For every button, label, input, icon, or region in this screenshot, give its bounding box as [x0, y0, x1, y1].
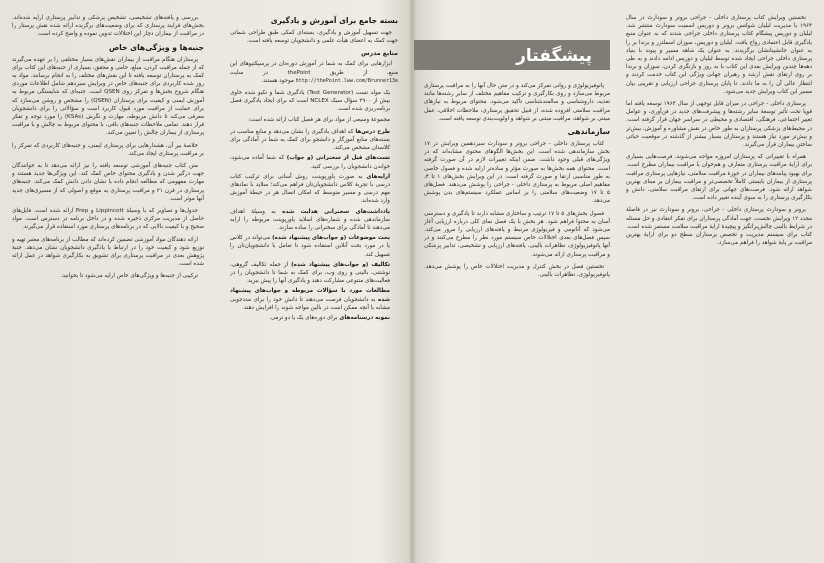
page-title: پیشگفتار: [516, 46, 592, 66]
column-intro: پاتوفیزیولوژی و روانی تمرکز می‌کند و در متن حال آنها را به مراقبت پرستاری مربوط می‌سازد و روی بکارگیری و ترکیب مفاهیم مختلف از سایر رشته‌ها مانند تغذیه، داروشناسی و سالمندشناسی تأکید می‌شود. محتوای مربوط به نیازهای مراقبت سلامتی افزوده شده، از قبیل تحقیق پرستاری، ملاحظات اخلاقی، عمل مبتنی بر شواهد، مراقبت مبتنی بر شواهد و اولویت‌بندی توسعه یافته است.: [424, 83, 610, 122]
paragraph: جدول‌ها و تصاویر که با وسیلهٔ Lippincott و Prep ارائه شده است. فایل‌های حاصل از مدیریت مرکزی ذخیره شده و در داخل برنامه در دسترس است. مواد صحیح و با کیفیت بالایی که در برنامه‌های پرستاری مورد استفاده قرار می‌گیرند.: [12, 208, 204, 231]
paragraph: همراه با تغییراتی که پرستاران امروزه مواجه می‌شوند، فرصت‌هایی بسیاری برای ارایهٔ مراقبت پرستاری متعارف و هم‌خوان با مراقبت بیماران مطرح است. برای بهبود پیامدهای بیماران در حوزهٔ مراقبت سلامتی، نیازهایی پرستاری مراقبت پرستاری از بیماران بایستی کاملاً تخصصی‌تر و مراقبت بیماران بر مبنای بهترین شواهد ارائه شود. فرصت‌های جهانی برای ارتقای مراقبت سلامتی، دانش و بکارگیری پرستاری را به سوی آینده تغییر داده است.: [626, 154, 812, 202]
paragraph: نخستین ویرایش کتاب پرستاری داخلی - جراحی برونر و سودارث در سال ۱۹۶۴ با مدیریت لیلیان شولتس برونر و دوریس اسمیت سودارث منتشر شد. لیلیان و دوریس پیشگام کتاب پرستاری داخلی جراحی شدند که به عنوان منبع یادگیری قابل اعتمادی رواج یافت. لیلیان و دوریس، سوزان اسملتزر و برندا بر را به عنوان جانشینانشان برگزیدند. به عنوان یک شاهد مسیر و پیوند با بنیاد پرستاری داخلی جراحی ایجاد شده توسط لیلیان و دوریس ادامه دادند و به طی دهه‌ها چندین ویرایش بعدی این کتاب با به روز و بازنگری کردن، سوزان و برندا بر روی ارتقای نقش ارشد و رهبران جهانی ویژگی این کتاب خدمت کردند و انتظار عالی آن را به ما دادند. تا پایان پرستاری جراحی ارزیابی و تقریبی بیان مسیر این کتاب ویرایش جدید می‌شود.: [626, 15, 812, 95]
list-item: • ارایه‌های به صورت پاورپوینت، روش آسانی برای ترکیب کتاب درسی با تجربهٔ کلاس دانشجویان‌تان فراهم می‌کند؛ سلاید با نمادهای مهم درسی و مسیر متوسط که امکان اتصال هر در حیطهٔ آموزش وارد شده‌اند.: [230, 173, 390, 206]
section-heading-instructor-resources: منابع مدرس: [361, 50, 398, 58]
section-heading-package: بسته جامع برای آموزش و یادگیری: [270, 16, 398, 25]
right-page: [414, 0, 824, 563]
right-page-column-left: [424, 82, 610, 558]
paragraph: فصول بخش‌های ۵ تا ۱۷ ترتیب و ساختاری مشابه دارند تا یادگیری و دسترسی آسان به محتوا فراهم شود. هر بخش با یک فصل نمای کلی درباره ارزیابی آغاز می‌شود که آناتومی و فیزیولوژی مرتبط و یافته‌های ارزیابی را مرور می‌کند. سپس فصل‌های بعدی اختلالات خاص سیستم مورد نظر را مطرح می‌کنند و در آنها پاتوفیزیولوژی، تظاهرات بالینی، یافته‌های ارزیابی و تشخیصی، تدابیر پزشکی و مراقبت پرستاری ارائه می‌شوند.: [424, 210, 610, 258]
package-intro: جهت تسهیل آموزش و یادگیری، بسته‌ای کمکی طبق طراحی شماتی جهت کمک به اعضای هیأت علمی و دانشجویان توسعه یافته است.: [230, 30, 398, 45]
paragraph: پرستاری داخلی - جراحی در میزان قابل توجهی از سال ۱۹۶۴ توسعه یافته اما قویا تحت تأثیر توسعهٔ سایر رشته‌ها و پیشرفت‌های جدید در فن‌آوری، و عوامل تغییر اجتماعی، فرهنگی، اقتصادی و محیطی در سراسر جهان قرار گرفته است. در محیط‌های پزشکی پرستاران به طور خاص در نقش مشاوره و آموزش، بیش‌تر و بیش‌تر مورد نیاز هستند و پرستاران بسیار بیشتر از گذشته در موقعیت حیاتی ساختن بیماران قرار می‌گیرند.: [626, 101, 812, 149]
list-item: • یک مولد تست (Test Generator) یادگیری شما و تکیو شده حاوی بیش از ۲۹۰۰ سؤال سبک NCLEX است که برای ایجاد یادگیری فصل برنامه‌ریزی شده است.: [230, 89, 390, 114]
resources-list: [230, 89, 398, 124]
list-item: • نمونه درسنامه‌های برای دوره‌های یک یا دو ترمی.: [230, 314, 390, 322]
list-item: • تست‌های قبل از سخنرانی (و جواب) که شما آماده می‌شود، خواندن دانشجویان را بررسی کنید.: [230, 154, 390, 170]
left-page: [0, 0, 410, 563]
section-heading-special-features: جنبه‌ها و ویژگی‌های خاص: [108, 42, 204, 52]
list-item: • مطالعات مورد با سؤالات مربوطه و جواب‌های پیشنهاد شده به دانشجویان فرصت می‌دهند تا دانش خود را برای مددجویی مشابه با آنچه ممکن است در بالین مواجه شوند را افزایش دهند.: [230, 287, 390, 312]
paragraph: خلاصهٔ بیر آن، هشدارهایی برای پرستاری ایمنی، و جنبه‌های کاربردی که تمرکز را بر مراقبت پرستاری ایجاد می‌کند.: [12, 142, 204, 157]
paragraph: پرستاران هنگام مراقبت از بیماران نقش‌های بسیار مختلفی را بر عهده می‌گیرند که از جمله مراقبت کردن، مبلغ، حامی و محقق، بسیاری از جنبه‌های این کتاب برای کمک به پرستاران توسعه یافته تا این نقش‌های مختلف را به انجام برسانند. مواد به روز شده کاربردی برای جنبه‌های خاص در ویرایش سیزدهم شامل اطلاعات موردی هنگام شروع بخش‌ها و تمرکز روی QSEN است. جنبه‌ای که شایستگی مربوط به آموزش ایمنی و کیفیت برای پرستاران (QSEN) را مشخص و روشن می‌سازد که برای حمایت از مراقبت مورد قبول کاربرد است و سؤالاتی را برای دانشجویان معرفی می‌کند تا دانش مربوطه، مهارت و نگرش (KSAs) را مورد توجه و تفکر قرار دهند. تمامی ملاحظات جنبه‌های باقی، با محتوای مربوط به چالش و با مراقبت پرستاری از بیماران چالش را تعیین می‌کند.: [12, 56, 204, 137]
list-item: • مجموعهٔ وسیعی از مواد برای هر فصل کتاب ارائه شده است:: [230, 116, 390, 124]
materials-list: [230, 128, 398, 322]
list-item: • طرح درس‌ها که اهداف یادگیری را نشان می‌دهد و منابع مناسب در بسته‌های منابع آموزگار و دانشجو برای کمک به شما در آمادگی برای کلاستان مشخص می‌کند.: [230, 128, 390, 153]
paragraph: برونر و سودارث پرستاری داخلی - جراحی، برونر و سودارث نیز در فاصلهٔ مجدد ۱۲ ویرایش نخست، جهت آمادگی پرستاران برای تفکر انتقادی و حل مسئله در شرایط بالینی چالش‌برانگیز و پیچیدهٔ ارایهٔ مراقبت سلامت مستمر شده است. کتاب برای سیستم مدیریت و تخصص پرستاران سطح دو برای ارایهٔ بهترین مراقبت بر پایهٔ شواهد را فراهم می‌سازد.: [626, 207, 812, 247]
right-page-column-right: [626, 14, 812, 559]
left-page-column-right: [230, 14, 398, 559]
paragraph: متن کتاب جنبه‌های آموزشی توسعه یافته را نیز ارائه می‌دهد تا به خوانندگان جهت درگیر شدن و یادگیری محتوای خاص کمک کند. این ویژگی‌ها جدید هستند و مهارت مفهومی که مطالعه انجام داده با نشان دادن دانش کمک می‌کند. جنبه‌های پرستاری در قرن ۲۱ و مراقبت پرستاری به موقع و اصولی که از مسیری‌های جدید آنها موثر است.: [12, 163, 204, 202]
paragraph: کتاب پرستاری داخلی - جراحی برونر و سودارث سیزدهمین ویرایش در ۱۷ بخش سازماندهی شده است. این بخش‌ها الگوهای محتوی مشابه‌اند که در ویژگی‌های قبلی وجود داشت. ضمن اینکه تغییرات لازم در آن صورت گرفته است. محتوای همه بخش‌ها به صورت مؤثر و ساده‌تر ارایه شده و فصول خاصی به طور مناسبی ارتقا و صورت گرفته است. در این ویرایش بخش‌های ۱ تا ۴، مفاهیم اصلی مربوط به پرستاری داخلی - جراحی را پوشش می‌دهند. فصل‌های ۵ تا ۱۷ وضعیت‌های سلامتی را بر اساس عملکرد سیستم‌های بدن پوشش می‌دهد.: [424, 141, 610, 205]
list-item: • بحث موضوعات (و جواب‌های پیشنهاد شده) می‌تواند در کلاس یا در مورد بحث آنلاین استفاده شود تا تعامل با دانشجویان‌تان را تسهیل کند.: [230, 234, 390, 259]
column-intro: بررسی و یافته‌های تشخیصی، تشخیص پزشکی و تدابیر پرستاری ارایه شده‌اند. بخش‌های فرایند پرستاری که برای وضعیت‌های برگزیده ارائه شده نقش پرستار را در مراقبت از بیماران دچار این اختلالات تدوین نموده و واضح کرده است.: [12, 15, 204, 38]
paragraph: ترکیبی از جنبه‌ها و ویژگی‌های خاص ارایه می‌شود تا بخوانید.: [60, 273, 198, 280]
list-item: • یادداشت‌های سخنرانی هدایت شده به وسیلهٔ اهداف سازماندهی شده و شماره‌های اسلاید پاورپوینت مربوطه را ارایه می‌دهند تا آمادگی برای سخنرانی را ساده سازند.: [230, 208, 390, 233]
resources-text: ابزارهایی برای کمک به شما در آموزش دوره‌تان در پرسپکتیوهای این منبع، از طریق thePoint در سایت http://thePoint.lww.com/Brunner13e موجود هستند.: [230, 61, 398, 84]
left-page-column-left: [12, 14, 204, 559]
list-item: • تکالیف (و جواب‌های پیشنهاد شده) از جمله تکالیف گروهی، نوشتنی، بالینی و روی وب، برای کمک به شما تا دانشجویان را در فعالیت‌های متنوعی مشارکت دهند و یادگیری آنها را پیش ببرید.: [230, 261, 390, 286]
section-heading-organization: سازماندهی: [567, 127, 610, 137]
paragraph: ارائه دهندگان مواد آموزشی تضمین کرده‌اند که مطالب از برنامه‌های معتبر تهیه و توزیع شود و کیفیت خود را در ارتباط با یادگیری دانشجویان نشان می‌دهد. جنبهٔ پژوهش بعدی در مراقبت پرستاری برای تشویق به بکارگیری شواهد در عمل ارائه شده است.: [12, 236, 204, 268]
resources-url[interactable]: http://thePoint.lww.com/Brunner13e: [295, 77, 398, 84]
paragraph: تخستین فصل در بخش کنترل و مدیریت اختلالات خاص را پوشش می‌دهد. پاتوفیزیولوژی، تظاهرات بالینی.: [424, 263, 610, 279]
